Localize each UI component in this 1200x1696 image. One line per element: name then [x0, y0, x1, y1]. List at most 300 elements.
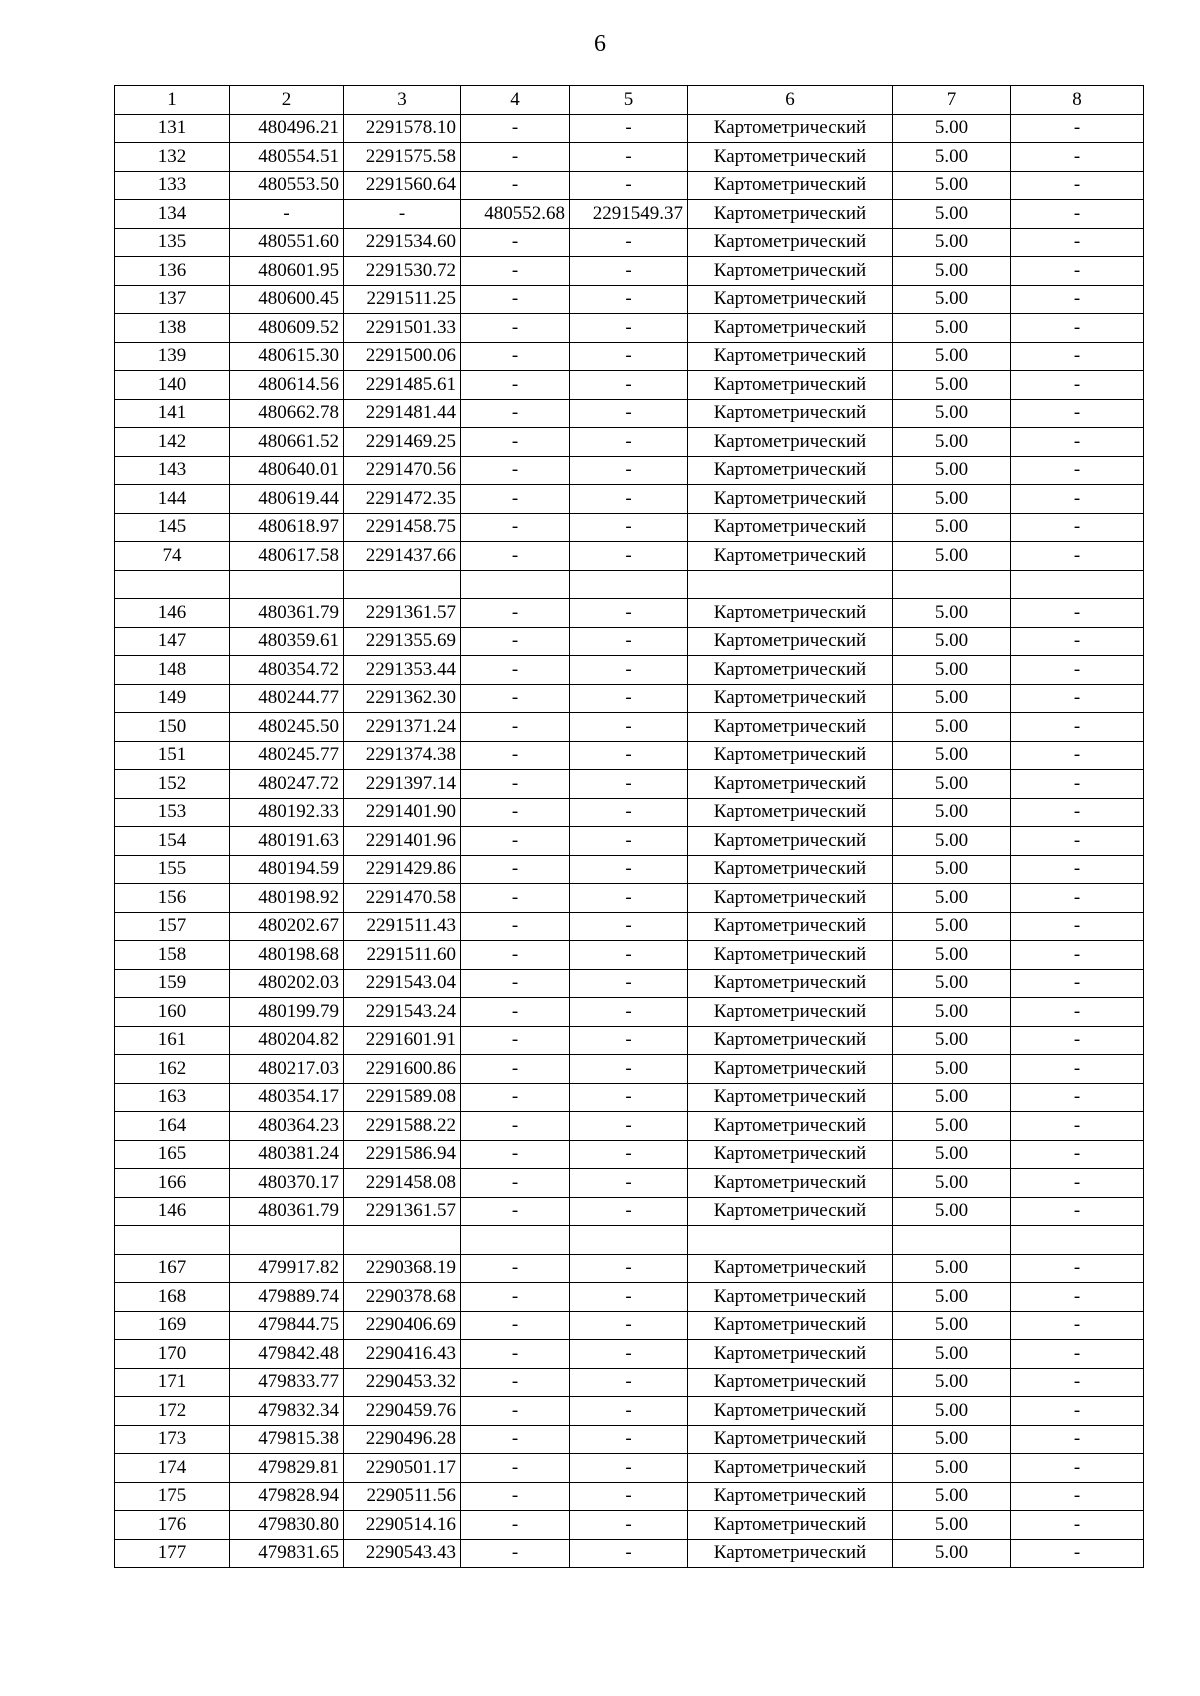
table-cell-col-7: 5.00	[893, 798, 1011, 827]
table-cell-col-4: -	[461, 1026, 570, 1055]
table-cell-col-7: 5.00	[893, 1511, 1011, 1540]
table-cell-col-8: -	[1011, 1169, 1144, 1198]
table-cell-col-1: 150	[115, 713, 230, 742]
table-cell-col-6: Картометрический	[688, 798, 893, 827]
table-cell-col-3: 2291397.14	[344, 770, 461, 799]
header-cell-col-1: 1	[115, 86, 230, 115]
table-cell-col-1: 145	[115, 513, 230, 542]
table-cell-col-3: 2291560.64	[344, 171, 461, 200]
table-cell-col-6: Картометрический	[688, 912, 893, 941]
table-row	[115, 1454, 1144, 1483]
table-cell-col-4: -	[461, 371, 570, 400]
table-cell-col-5: -	[570, 1368, 688, 1397]
table-cell-col-4: 480552.68	[461, 200, 570, 229]
table-cell-col-2: 480194.59	[230, 855, 344, 884]
table-cell-col-6: Картометрический	[688, 1140, 893, 1169]
table-cell-col-7: 5.00	[893, 1055, 1011, 1084]
page-number: 6	[594, 31, 606, 57]
table-cell-col-1: 161	[115, 1026, 230, 1055]
table-cell-col-1: 177	[115, 1539, 230, 1568]
table-cell-col-4: -	[461, 741, 570, 770]
table-cell-col-6: Картометрический	[688, 513, 893, 542]
table-cell-col-7: 5.00	[893, 1311, 1011, 1340]
table-cell-col-6	[688, 1226, 893, 1255]
table-cell-col-7: 5.00	[893, 1397, 1011, 1426]
header-cell-col-8: 8	[1011, 86, 1144, 115]
table-cell-col-8: -	[1011, 1482, 1144, 1511]
table-cell-col-4: -	[461, 684, 570, 713]
table-cell-col-3: 2291543.24	[344, 998, 461, 1027]
table-row	[115, 1197, 1144, 1226]
table-cell-col-8: -	[1011, 1368, 1144, 1397]
table-cell-col-7: 5.00	[893, 513, 1011, 542]
header-cell-col-7: 7	[893, 86, 1011, 115]
table-cell-col-8: -	[1011, 1055, 1144, 1084]
table-cell-col-3: 2291511.43	[344, 912, 461, 941]
table-cell-col-4: -	[461, 1511, 570, 1540]
table-cell-col-2: 480198.68	[230, 941, 344, 970]
table-cell-col-1: 164	[115, 1112, 230, 1141]
table-cell-col-4: -	[461, 1140, 570, 1169]
table-cell-col-7: 5.00	[893, 884, 1011, 913]
table-cell-col-5: -	[570, 1454, 688, 1483]
table-cell-col-6: Картометрический	[688, 485, 893, 514]
table-cell-col-2: 480640.01	[230, 456, 344, 485]
table-cell-col-8: -	[1011, 741, 1144, 770]
table-cell-col-1: 136	[115, 257, 230, 286]
table-cell-col-2	[230, 1226, 344, 1255]
table-cell-col-3: 2290416.43	[344, 1340, 461, 1369]
table-cell-col-5: -	[570, 428, 688, 457]
table-cell-col-8: -	[1011, 1539, 1144, 1568]
table-cell-col-6: Картометрический	[688, 627, 893, 656]
table-cell-col-7: 5.00	[893, 342, 1011, 371]
table-cell-col-3: 2291437.66	[344, 542, 461, 571]
table-cell-col-8: -	[1011, 513, 1144, 542]
table-cell-col-4: -	[461, 599, 570, 628]
table-cell-col-8: -	[1011, 1340, 1144, 1369]
table-cell-col-6: Картометрический	[688, 1197, 893, 1226]
table-cell-col-2: 480245.50	[230, 713, 344, 742]
table-cell-col-6: Картометрический	[688, 314, 893, 343]
table-cell-col-7: 5.00	[893, 713, 1011, 742]
table-cell-col-5: -	[570, 228, 688, 257]
table-cell-col-7: 5.00	[893, 741, 1011, 770]
table-cell-col-7: 5.00	[893, 1169, 1011, 1198]
table-cell-col-1: 152	[115, 770, 230, 799]
table-row	[115, 513, 1144, 542]
table-cell-col-5: -	[570, 770, 688, 799]
table-cell-col-7: 5.00	[893, 542, 1011, 571]
table-cell-col-5: -	[570, 1482, 688, 1511]
table-cell-col-8: -	[1011, 969, 1144, 998]
table-cell-col-4: -	[461, 969, 570, 998]
table-cell-col-2: 479889.74	[230, 1283, 344, 1312]
table-cell-col-2: 480619.44	[230, 485, 344, 514]
table-cell-col-2: 480202.03	[230, 969, 344, 998]
table-cell-col-8: -	[1011, 428, 1144, 457]
table-cell-col-4: -	[461, 1482, 570, 1511]
table-cell-col-1: 159	[115, 969, 230, 998]
table-body	[115, 114, 1144, 1568]
table-cell-col-4: -	[461, 1083, 570, 1112]
table-cell-col-4	[461, 570, 570, 599]
table-row	[115, 1425, 1144, 1454]
table-cell-col-3: 2291575.58	[344, 143, 461, 172]
table-cell-col-7: 5.00	[893, 599, 1011, 628]
table-cell-col-5: -	[570, 798, 688, 827]
table-cell-col-2: 480192.33	[230, 798, 344, 827]
table-cell-col-3: 2291374.38	[344, 741, 461, 770]
table-cell-col-3: 2291401.90	[344, 798, 461, 827]
table-cell-col-8: -	[1011, 912, 1144, 941]
table-cell-col-6: Картометрический	[688, 855, 893, 884]
table-cell-col-3: 2291500.06	[344, 342, 461, 371]
table-row	[115, 171, 1144, 200]
table-cell-col-2: 480381.24	[230, 1140, 344, 1169]
table-cell-col-3: 2291600.86	[344, 1055, 461, 1084]
table-cell-col-7: 5.00	[893, 998, 1011, 1027]
table-cell-col-4: -	[461, 143, 570, 172]
table-cell-col-1: 74	[115, 542, 230, 571]
table-row	[115, 998, 1144, 1027]
table-cell-col-3: 2291470.56	[344, 456, 461, 485]
table-cell-col-2: 479830.80	[230, 1511, 344, 1540]
table-cell-col-2: 480551.60	[230, 228, 344, 257]
table-row	[115, 542, 1144, 571]
table-cell-col-7: 5.00	[893, 627, 1011, 656]
table-cell-col-6: Картометрический	[688, 1368, 893, 1397]
table-cell-col-2	[230, 570, 344, 599]
table-cell-col-6: Картометрический	[688, 1254, 893, 1283]
table-cell-col-8: -	[1011, 285, 1144, 314]
table-cell-col-4: -	[461, 1340, 570, 1369]
table-cell-col-3: 2291429.86	[344, 855, 461, 884]
table-cell-col-3: 2290514.16	[344, 1511, 461, 1540]
table-cell-col-6: Картометрический	[688, 371, 893, 400]
table-cell-col-3: 2291534.60	[344, 228, 461, 257]
table-cell-col-6: Картометрический	[688, 1454, 893, 1483]
table-cell-col-5: -	[570, 399, 688, 428]
table-cell-col-2: 480618.97	[230, 513, 344, 542]
table-cell-col-5: -	[570, 1055, 688, 1084]
table-cell-col-6: Картометрический	[688, 741, 893, 770]
table-cell-col-5: -	[570, 941, 688, 970]
table-cell-col-3: 2291586.94	[344, 1140, 461, 1169]
table-cell-col-1: 162	[115, 1055, 230, 1084]
table-cell-col-2: 480354.17	[230, 1083, 344, 1112]
table-cell-col-2: 479828.94	[230, 1482, 344, 1511]
table-cell-col-2: 480600.45	[230, 285, 344, 314]
table-cell-col-1: 157	[115, 912, 230, 941]
table-cell-col-6: Картометрический	[688, 1311, 893, 1340]
table-cell-col-1: 132	[115, 143, 230, 172]
table-cell-col-4: -	[461, 1311, 570, 1340]
table-cell-col-2: 479829.81	[230, 1454, 344, 1483]
table-row	[115, 485, 1144, 514]
table-row	[115, 1140, 1144, 1169]
table-cell-col-1: 175	[115, 1482, 230, 1511]
table-cell-col-4	[461, 1226, 570, 1255]
table-cell-col-6: Картометрический	[688, 342, 893, 371]
table-cell-col-8: -	[1011, 998, 1144, 1027]
table-cell-col-4: -	[461, 171, 570, 200]
table-row	[115, 143, 1144, 172]
table-cell-col-5: -	[570, 542, 688, 571]
table-cell-col-1: 131	[115, 114, 230, 143]
table-cell-col-5: -	[570, 1340, 688, 1369]
table-cell-col-5: -	[570, 1311, 688, 1340]
table-cell-col-8: -	[1011, 171, 1144, 200]
table-cell-col-5: -	[570, 456, 688, 485]
table-cell-col-6: Картометрический	[688, 1112, 893, 1141]
table-cell-col-1: 133	[115, 171, 230, 200]
header-row	[115, 86, 1144, 115]
table-cell-col-2: 480361.79	[230, 599, 344, 628]
header-cell-col-4: 4	[461, 86, 570, 115]
table-cell-col-8: -	[1011, 314, 1144, 343]
table-cell-col-1: 155	[115, 855, 230, 884]
table-cell-col-1: 165	[115, 1140, 230, 1169]
table-row	[115, 1083, 1144, 1112]
table-cell-col-5: -	[570, 1140, 688, 1169]
table-cell-col-6: Картометрический	[688, 998, 893, 1027]
table-cell-col-3: 2291601.91	[344, 1026, 461, 1055]
table-cell-col-6: Картометрический	[688, 143, 893, 172]
table-cell-col-6: Картометрический	[688, 428, 893, 457]
table-cell-col-3: 2290511.56	[344, 1482, 461, 1511]
table-cell-col-2: 480191.63	[230, 827, 344, 856]
table-cell-col-6: Картометрический	[688, 656, 893, 685]
table-row	[115, 713, 1144, 742]
table-cell-col-3: 2291588.22	[344, 1112, 461, 1141]
table-cell-col-6: Картометрический	[688, 713, 893, 742]
table-cell-col-4: -	[461, 770, 570, 799]
table-cell-col-5: -	[570, 656, 688, 685]
table-cell-col-1: 137	[115, 285, 230, 314]
table-row	[115, 770, 1144, 799]
table-cell-col-3: 2291530.72	[344, 257, 461, 286]
table-cell-col-7: 5.00	[893, 1454, 1011, 1483]
table-row	[115, 1539, 1144, 1568]
table-row	[115, 1169, 1144, 1198]
table-cell-col-2: 480359.61	[230, 627, 344, 656]
table-cell-col-6: Картометрический	[688, 1169, 893, 1198]
table-cell-col-3: 2291469.25	[344, 428, 461, 457]
table-cell-col-1: 149	[115, 684, 230, 713]
table-row	[115, 798, 1144, 827]
table-row	[115, 1226, 1144, 1255]
table-cell-col-2: 480217.03	[230, 1055, 344, 1084]
table-cell-col-3: 2291355.69	[344, 627, 461, 656]
table-row	[115, 314, 1144, 343]
table-cell-col-3: 2290459.76	[344, 1397, 461, 1426]
table-cell-col-6: Картометрический	[688, 770, 893, 799]
table-cell-col-5: -	[570, 342, 688, 371]
table-cell-col-8: -	[1011, 713, 1144, 742]
table-cell-col-1	[115, 1226, 230, 1255]
table-cell-col-3: 2291371.24	[344, 713, 461, 742]
table-cell-col-8: -	[1011, 456, 1144, 485]
table-cell-col-7: 5.00	[893, 969, 1011, 998]
table-cell-col-7: 5.00	[893, 941, 1011, 970]
table-cell-col-7: 5.00	[893, 200, 1011, 229]
table-cell-col-4: -	[461, 855, 570, 884]
table-cell-col-6: Картометрический	[688, 1511, 893, 1540]
table-cell-col-3: 2291481.44	[344, 399, 461, 428]
table-cell-col-7: 5.00	[893, 1197, 1011, 1226]
table-cell-col-7: 5.00	[893, 143, 1011, 172]
table-cell-col-8: -	[1011, 798, 1144, 827]
table-cell-col-4: -	[461, 941, 570, 970]
table-cell-col-5: -	[570, 513, 688, 542]
table-cell-col-5: -	[570, 884, 688, 913]
table-cell-col-7: 5.00	[893, 855, 1011, 884]
table-cell-col-5: -	[570, 314, 688, 343]
table-cell-col-5	[570, 570, 688, 599]
table-cell-col-1: 172	[115, 1397, 230, 1426]
table-cell-col-6: Картометрический	[688, 1539, 893, 1568]
table-cell-col-7: 5.00	[893, 228, 1011, 257]
table-cell-col-7: 5.00	[893, 1340, 1011, 1369]
table-cell-col-8: -	[1011, 542, 1144, 571]
table-cell-col-2: -	[230, 200, 344, 229]
table-cell-col-5: -	[570, 257, 688, 286]
table-cell-col-7: 5.00	[893, 428, 1011, 457]
table-row	[115, 941, 1144, 970]
table-row	[115, 399, 1144, 428]
table-cell-col-7: 5.00	[893, 456, 1011, 485]
table-cell-col-5: -	[570, 1169, 688, 1198]
table-cell-col-1: 138	[115, 314, 230, 343]
table-cell-col-3: 2291458.75	[344, 513, 461, 542]
table-cell-col-7: 5.00	[893, 684, 1011, 713]
table-cell-col-4: -	[461, 485, 570, 514]
table-row	[115, 599, 1144, 628]
table-row	[115, 1026, 1144, 1055]
table-cell-col-3: 2291511.60	[344, 941, 461, 970]
table-cell-col-8: -	[1011, 599, 1144, 628]
table-cell-col-1: 142	[115, 428, 230, 457]
table-cell-col-8: -	[1011, 770, 1144, 799]
table-cell-col-8: -	[1011, 485, 1144, 514]
table-cell-col-2: 480245.77	[230, 741, 344, 770]
table-cell-col-1: 154	[115, 827, 230, 856]
table-cell-col-5	[570, 1226, 688, 1255]
table-cell-col-5: -	[570, 1511, 688, 1540]
table-row	[115, 257, 1144, 286]
table-cell-col-6: Картометрический	[688, 1482, 893, 1511]
table-cell-col-8: -	[1011, 342, 1144, 371]
table-row	[115, 1368, 1144, 1397]
table-row	[115, 342, 1144, 371]
table-cell-col-8: -	[1011, 1425, 1144, 1454]
table-cell-col-2: 480617.58	[230, 542, 344, 571]
table-row	[115, 1482, 1144, 1511]
table-cell-col-5: -	[570, 1283, 688, 1312]
table-cell-col-6: Картометрический	[688, 285, 893, 314]
table-cell-col-3: -	[344, 200, 461, 229]
table-cell-col-7: 5.00	[893, 1083, 1011, 1112]
table-cell-col-4: -	[461, 827, 570, 856]
table-cell-col-8: -	[1011, 143, 1144, 172]
table-cell-col-2: 480615.30	[230, 342, 344, 371]
table-cell-col-6: Картометрический	[688, 969, 893, 998]
table-cell-col-4: -	[461, 114, 570, 143]
table-cell-col-5: -	[570, 684, 688, 713]
table-cell-col-1: 146	[115, 1197, 230, 1226]
table-cell-col-2: 480601.95	[230, 257, 344, 286]
table-cell-col-6: Картометрический	[688, 599, 893, 628]
table-cell-col-8: -	[1011, 257, 1144, 286]
table-cell-col-1: 171	[115, 1368, 230, 1397]
table-cell-col-4: -	[461, 1539, 570, 1568]
table-cell-col-2: 480354.72	[230, 656, 344, 685]
table-cell-col-1: 169	[115, 1311, 230, 1340]
table-cell-col-4: -	[461, 342, 570, 371]
header-cell-col-3: 3	[344, 86, 461, 115]
table-row	[115, 570, 1144, 599]
table-cell-col-7: 5.00	[893, 485, 1011, 514]
table-cell-col-1: 143	[115, 456, 230, 485]
table-cell-col-8: -	[1011, 827, 1144, 856]
table-cell-col-2: 480614.56	[230, 371, 344, 400]
table-cell-col-6: Картометрический	[688, 114, 893, 143]
table-cell-col-2: 480199.79	[230, 998, 344, 1027]
table-cell-col-7: 5.00	[893, 1026, 1011, 1055]
table-cell-col-7	[893, 1226, 1011, 1255]
table-cell-col-5: -	[570, 143, 688, 172]
table-cell-col-4: -	[461, 884, 570, 913]
table-cell-col-8	[1011, 570, 1144, 599]
table-cell-col-8: -	[1011, 371, 1144, 400]
table-cell-col-7: 5.00	[893, 171, 1011, 200]
table-cell-col-5: -	[570, 969, 688, 998]
table-cell-col-3: 2291501.33	[344, 314, 461, 343]
table-cell-col-5: -	[570, 627, 688, 656]
table-row	[115, 827, 1144, 856]
table-cell-col-1: 167	[115, 1254, 230, 1283]
table-cell-col-3: 2290453.32	[344, 1368, 461, 1397]
table-cell-col-6: Картометрический	[688, 1026, 893, 1055]
table-cell-col-5: -	[570, 1254, 688, 1283]
table-cell-col-1: 147	[115, 627, 230, 656]
table-cell-col-5: -	[570, 998, 688, 1027]
table-cell-col-6: Картометрический	[688, 884, 893, 913]
table-cell-col-7: 5.00	[893, 1283, 1011, 1312]
table-cell-col-3: 2291361.57	[344, 599, 461, 628]
table-cell-col-8: -	[1011, 1140, 1144, 1169]
table-cell-col-1: 156	[115, 884, 230, 913]
table-cell-col-4: -	[461, 1169, 570, 1198]
table-row	[115, 855, 1144, 884]
table-cell-col-2: 480553.50	[230, 171, 344, 200]
table-cell-col-5: -	[570, 1425, 688, 1454]
table-cell-col-2: 480202.67	[230, 912, 344, 941]
table-row	[115, 969, 1144, 998]
table-cell-col-3: 2291458.08	[344, 1169, 461, 1198]
table-cell-col-6: Картометрический	[688, 257, 893, 286]
table-cell-col-2: 480198.92	[230, 884, 344, 913]
table-header	[115, 86, 1144, 115]
table-cell-col-3: 2290378.68	[344, 1283, 461, 1312]
table-cell-col-4: -	[461, 798, 570, 827]
table-row	[115, 1311, 1144, 1340]
table-cell-col-1: 139	[115, 342, 230, 371]
table-cell-col-4: -	[461, 912, 570, 941]
table-cell-col-1: 140	[115, 371, 230, 400]
table-row	[115, 456, 1144, 485]
